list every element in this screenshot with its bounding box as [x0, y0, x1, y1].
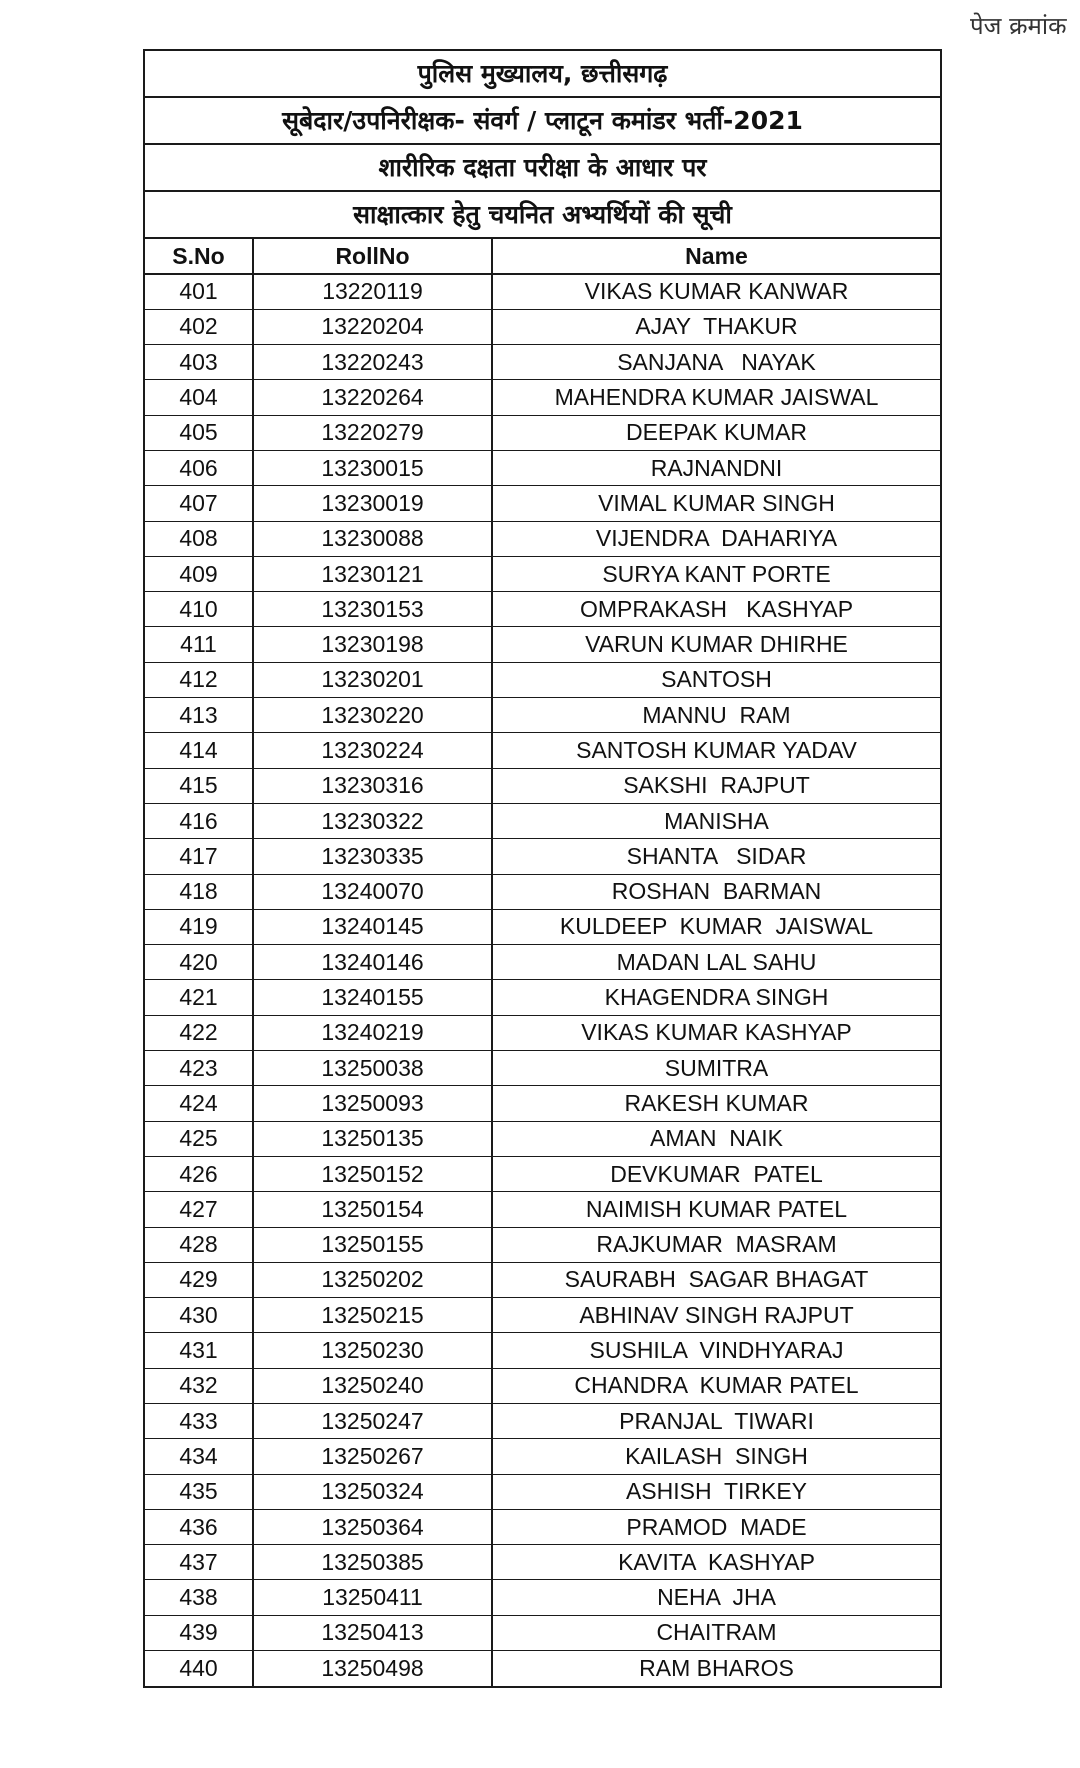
cell-rollno: 13230015 — [253, 450, 492, 485]
cell-name: NEHA JHA — [492, 1580, 940, 1615]
cell-rollno: 13220264 — [253, 380, 492, 415]
table-row — [145, 415, 940, 450]
table-row — [145, 733, 940, 768]
cell-sno: 404 — [145, 380, 253, 415]
table-row — [145, 803, 940, 838]
cell-name: AJAY THAKUR — [492, 309, 940, 344]
cell-name: SANTOSH KUMAR YADAV — [492, 733, 940, 768]
cell-rollno: 13250498 — [253, 1651, 492, 1686]
heading-list-title: साक्षात्कार हेतु चयनित अभ्यर्थियों की सूची — [145, 192, 940, 239]
cell-name: SUSHILA VINDHYARAJ — [492, 1333, 940, 1368]
cell-sno: 438 — [145, 1580, 253, 1615]
table-row — [145, 1404, 940, 1439]
table-row — [145, 1545, 940, 1580]
table-row — [145, 1051, 940, 1086]
cell-rollno: 13250364 — [253, 1509, 492, 1544]
table-row — [145, 1474, 940, 1509]
table-row — [145, 874, 940, 909]
cell-rollno: 13230220 — [253, 698, 492, 733]
table-row — [145, 556, 940, 591]
cell-sno: 411 — [145, 627, 253, 662]
cell-rollno: 13240155 — [253, 980, 492, 1015]
cell-name: SAURABH SAGAR BHAGAT — [492, 1262, 940, 1297]
cell-name: VARUN KUMAR DHIRHE — [492, 627, 940, 662]
cell-sno: 408 — [145, 521, 253, 556]
cell-rollno: 13220119 — [253, 274, 492, 309]
cell-rollno: 13230088 — [253, 521, 492, 556]
cell-rollno: 13250230 — [253, 1333, 492, 1368]
cell-sno: 430 — [145, 1298, 253, 1333]
cell-name: MAHENDRA KUMAR JAISWAL — [492, 380, 940, 415]
cell-sno: 403 — [145, 345, 253, 380]
table-row — [145, 909, 940, 944]
cell-sno: 437 — [145, 1545, 253, 1580]
cell-name: KAVITA KASHYAP — [492, 1545, 940, 1580]
cell-sno: 431 — [145, 1333, 253, 1368]
cell-name: PRANJAL TIWARI — [492, 1404, 940, 1439]
cell-name: VIJENDRA DAHARIYA — [492, 521, 940, 556]
cell-sno: 402 — [145, 309, 253, 344]
cell-sno: 418 — [145, 874, 253, 909]
table-row — [145, 1615, 940, 1650]
cell-name: SAKSHI RAJPUT — [492, 768, 940, 803]
column-header-name: Name — [492, 239, 940, 274]
column-header-sno: S.No — [145, 239, 253, 274]
cell-sno: 433 — [145, 1404, 253, 1439]
cell-sno: 417 — [145, 839, 253, 874]
cell-sno: 428 — [145, 1227, 253, 1262]
cell-rollno: 13250093 — [253, 1086, 492, 1121]
cell-name: SANJANA NAYAK — [492, 345, 940, 380]
cell-sno: 426 — [145, 1156, 253, 1191]
cell-name: VIKAS KUMAR KASHYAP — [492, 1015, 940, 1050]
table-row — [145, 1333, 940, 1368]
cell-sno: 427 — [145, 1192, 253, 1227]
cell-rollno: 13250155 — [253, 1227, 492, 1262]
table-row — [145, 274, 940, 309]
table-row — [145, 1192, 940, 1227]
table-row — [145, 627, 940, 662]
cell-sno: 425 — [145, 1121, 253, 1156]
cell-name: SHANTA SIDAR — [492, 839, 940, 874]
cell-sno: 416 — [145, 803, 253, 838]
cell-name: PRAMOD MADE — [492, 1509, 940, 1544]
cell-name: AMAN NAIK — [492, 1121, 940, 1156]
cell-name: VIMAL KUMAR SINGH — [492, 486, 940, 521]
cell-sno: 413 — [145, 698, 253, 733]
heading-department: पुलिस मुख्यालय, छत्तीसगढ़ — [145, 51, 940, 98]
table-row — [145, 1439, 940, 1474]
table-row — [145, 1015, 940, 1050]
cell-rollno: 13250135 — [253, 1121, 492, 1156]
cell-rollno: 13240146 — [253, 945, 492, 980]
cell-sno: 410 — [145, 592, 253, 627]
cell-rollno: 13220243 — [253, 345, 492, 380]
cell-rollno: 13220279 — [253, 415, 492, 450]
cell-sno: 421 — [145, 980, 253, 1015]
cell-rollno: 13230322 — [253, 803, 492, 838]
table-row — [145, 521, 940, 556]
cell-rollno: 13250267 — [253, 1439, 492, 1474]
cell-sno: 419 — [145, 909, 253, 944]
cell-name: ASHISH TIRKEY — [492, 1474, 940, 1509]
cell-sno: 422 — [145, 1015, 253, 1050]
table-row — [145, 486, 940, 521]
column-header-rollno: RollNo — [253, 239, 492, 274]
cell-name: DEEPAK KUMAR — [492, 415, 940, 450]
table-row — [145, 980, 940, 1015]
cell-sno: 424 — [145, 1086, 253, 1121]
table-row — [145, 1086, 940, 1121]
cell-name: MANNU RAM — [492, 698, 940, 733]
cell-name: RAKESH KUMAR — [492, 1086, 940, 1121]
cell-sno: 412 — [145, 662, 253, 697]
cell-rollno: 13250324 — [253, 1474, 492, 1509]
cell-rollno: 13230316 — [253, 768, 492, 803]
table-row — [145, 768, 940, 803]
cell-name: SANTOSH — [492, 662, 940, 697]
table-row — [145, 1262, 940, 1297]
table-row — [145, 1509, 940, 1544]
cell-rollno: 13250202 — [253, 1262, 492, 1297]
table-row — [145, 1156, 940, 1191]
cell-sno: 432 — [145, 1368, 253, 1403]
cell-sno: 405 — [145, 415, 253, 450]
table-row — [145, 945, 940, 980]
table-row — [145, 839, 940, 874]
cell-name: ABHINAV SINGH RAJPUT — [492, 1298, 940, 1333]
cell-name: NAIMISH KUMAR PATEL — [492, 1192, 940, 1227]
cell-rollno: 13230153 — [253, 592, 492, 627]
cell-rollno: 13230019 — [253, 486, 492, 521]
cell-sno: 406 — [145, 450, 253, 485]
cell-sno: 401 — [179, 278, 218, 305]
cell-name: KULDEEP KUMAR JAISWAL — [492, 909, 940, 944]
cell-rollno: 13250215 — [253, 1298, 492, 1333]
table-row — [145, 592, 940, 627]
cell-rollno: 13250413 — [253, 1615, 492, 1650]
cell-sno: 414 — [145, 733, 253, 768]
cell-sno: 407 — [145, 486, 253, 521]
cell-sno: 420 — [145, 945, 253, 980]
cell-rollno: 13240145 — [253, 909, 492, 944]
heading-recruitment: सूबेदार/उपनिरीक्षक- संवर्ग / प्लाटून कमांडर भर्ती-2021 — [145, 98, 940, 145]
table-row — [145, 345, 940, 380]
cell-name: ROSHAN BARMAN — [492, 874, 940, 909]
table-row — [145, 309, 940, 344]
cell-rollno: 13240070 — [253, 874, 492, 909]
cell-sno: 415 — [145, 768, 253, 803]
table-row — [145, 662, 940, 697]
table-row — [145, 698, 940, 733]
cell-sno: 436 — [145, 1509, 253, 1544]
cell-sno: 434 — [145, 1439, 253, 1474]
selection-list-sheet — [143, 49, 942, 1688]
table-body — [145, 274, 940, 1686]
cell-name: KHAGENDRA SINGH — [492, 980, 940, 1015]
cell-sno: 429 — [145, 1262, 253, 1297]
cell-rollno: 13250247 — [253, 1404, 492, 1439]
cell-name: MADAN LAL SAHU — [492, 945, 940, 980]
cell-sno: 440 — [145, 1651, 253, 1686]
table-row — [145, 1580, 940, 1615]
cell-rollno: 13250411 — [253, 1580, 492, 1615]
cell-name: RAJKUMAR MASRAM — [492, 1227, 940, 1262]
table-row — [145, 1227, 940, 1262]
cell-rollno: 13230121 — [253, 556, 492, 591]
cell-rollno: 13250154 — [253, 1192, 492, 1227]
table-header-row — [145, 239, 940, 274]
heading-test-basis: शारीरिक दक्षता परीक्षा के आधार पर — [145, 145, 940, 192]
cell-name: SURYA KANT PORTE — [492, 556, 940, 591]
cell-rollno: 13250038 — [253, 1051, 492, 1086]
cell-rollno: 13230198 — [253, 627, 492, 662]
cell-rollno: 13230335 — [253, 839, 492, 874]
cell-sno: 435 — [145, 1474, 253, 1509]
cell-name: RAJNANDNI — [492, 450, 940, 485]
cell-sno: 439 — [145, 1615, 253, 1650]
cell-rollno: 13240219 — [253, 1015, 492, 1050]
cell-rollno: 13250240 — [253, 1368, 492, 1403]
cell-name: CHANDRA KUMAR PATEL — [492, 1368, 940, 1403]
cell-rollno: 13220204 — [253, 309, 492, 344]
table-row — [145, 1121, 940, 1156]
candidate-table — [145, 239, 940, 1686]
table-row — [145, 380, 940, 415]
cell-sno: 409 — [145, 556, 253, 591]
cell-rollno: 13230224 — [253, 733, 492, 768]
table-row — [145, 450, 940, 485]
cell-name: VIKAS KUMAR KANWAR — [492, 274, 940, 309]
table-row — [145, 1368, 940, 1403]
cell-rollno: 13250385 — [253, 1545, 492, 1580]
cell-name: OMPRAKASH KASHYAP — [492, 592, 940, 627]
cell-sno: 423 — [145, 1051, 253, 1086]
table-row — [145, 1298, 940, 1333]
cell-name: CHAITRAM — [492, 1615, 940, 1650]
cell-name: KAILASH SINGH — [492, 1439, 940, 1474]
cell-name: RAM BHAROS — [492, 1651, 940, 1686]
cell-name: MANISHA — [492, 803, 940, 838]
cell-name: DEVKUMAR PATEL — [492, 1156, 940, 1191]
cell-rollno: 13250152 — [253, 1156, 492, 1191]
cell-name: SUMITRA — [492, 1051, 940, 1086]
cell-rollno: 13230201 — [253, 662, 492, 697]
page-number-label: पेज क्रमांक — [970, 12, 1067, 40]
table-row — [145, 1651, 940, 1686]
